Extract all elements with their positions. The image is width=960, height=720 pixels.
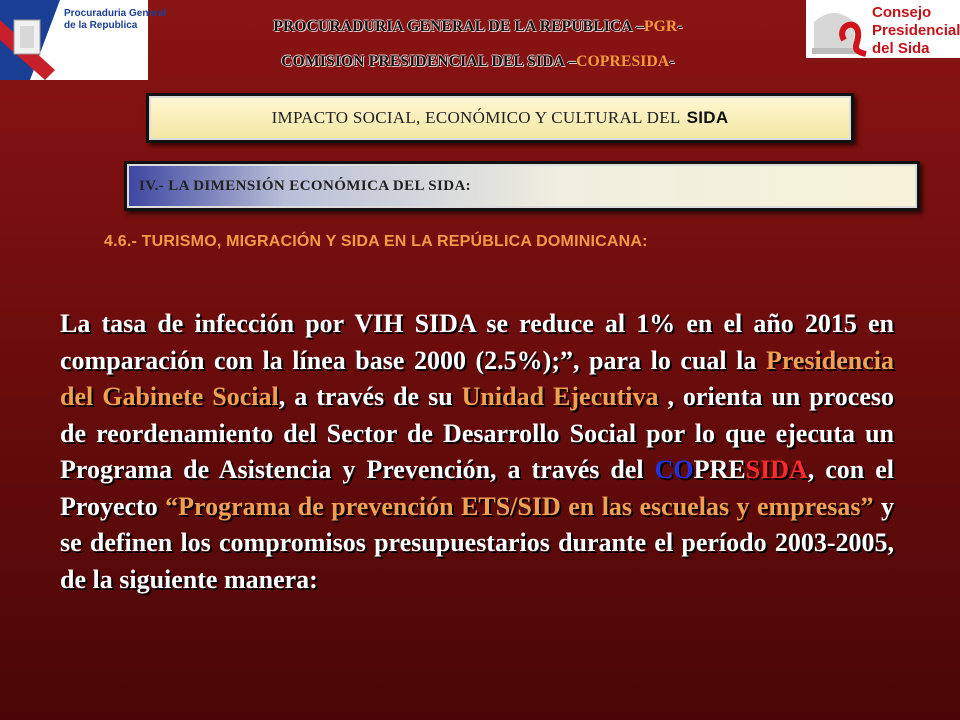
body-paragraph — [60, 306, 894, 598]
highlight-unidad-ejecutiva: Unidad Ejecutiva — [461, 382, 659, 411]
copresida-logo-line3: del Sida — [872, 40, 930, 57]
header-line-1 — [150, 18, 806, 36]
header-line-2-acronym: COPRESIDA — [576, 53, 670, 70]
header-line-1-acronym: PGR — [643, 18, 678, 35]
section-title-text: IMPACTO SOCIAL, ECONÓMICO Y CULTURAL DEL — [271, 108, 681, 127]
body-text-2: , a través de su — [278, 382, 462, 411]
chapter-title-box — [124, 161, 920, 211]
header-line-2-text: COMISION PRESIDENCIAL DEL SIDA – — [281, 53, 577, 70]
copresida-logo-line1: Consejo — [872, 4, 932, 21]
header-line-2 — [150, 53, 806, 71]
chapter-title-text: IV.- LA DIMENSIÓN ECONÓMICA DEL SIDA: — [139, 177, 472, 194]
copresida-logo — [806, 0, 960, 58]
copresida-logo-line2: Presidencial — [872, 22, 960, 39]
section-title-bold: SIDA — [686, 108, 729, 127]
header-line-1-text: PROCURADURIA GENERAL DE LA REPUBLICA – — [273, 18, 644, 35]
highlight-gabinete-social: Presidencia del Gabinete Social — [60, 345, 894, 411]
highlight-programa: “Programa de prevención ETS/SID en las escuelas y empresas” — [165, 491, 874, 521]
body-text-1: La tasa de infección por VIH SIDA se reduce al 1% en el año 2015 en comparación con la línea base 2000 (2.5%);”, para lo cual la — [60, 309, 894, 375]
copresida-pre: PRE — [693, 455, 746, 484]
pgr-logo-text-1: Procuraduria General — [64, 8, 167, 19]
copresida-sida: SIDA — [745, 455, 808, 484]
header-line-2-end: - — [669, 53, 675, 70]
pgr-logo-text-2: de la Republica — [64, 20, 138, 31]
subtitle: 4.6.- TURISMO, MIGRACIÓN Y SIDA EN LA REPÚBLICA DOMINICANA: — [104, 233, 648, 250]
copresida-co: CO — [654, 455, 694, 484]
section-title-box — [146, 93, 854, 143]
body-text-5: y se definen los compromisos presupuestarios durante el período 2003-2005, de la siguiente manera: — [60, 491, 894, 594]
pgr-logo — [0, 0, 167, 80]
header-line-1-end: - — [677, 18, 683, 35]
body-text-3: , orienta un proceso de reordenamiento del Sector de Desarrollo Social por lo que ejecuta un Programa de Asistencia y Prevención, a través del — [60, 382, 894, 484]
body-text-4: , con el Proyecto — [60, 455, 894, 521]
